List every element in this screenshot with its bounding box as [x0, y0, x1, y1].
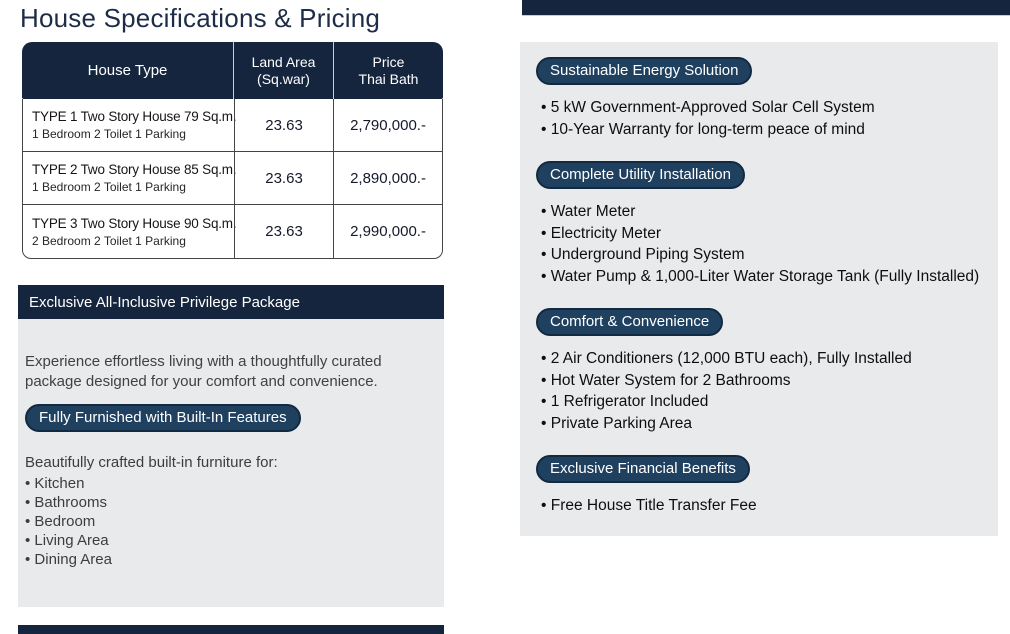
page-title: House Specifications & Pricing: [20, 3, 381, 33]
bottom-accent-bar: [18, 625, 444, 634]
feature-list: [541, 97, 982, 140]
feature-item: • 2 Air Conditioners (12,000 BTU each), Fully Installed: [541, 348, 982, 370]
feature-item: • Electricity Meter: [541, 223, 982, 245]
section-pill-badge: Sustainable Energy Solution: [536, 57, 752, 85]
section-pill-badge: Comfort & Convenience: [536, 308, 723, 336]
privilege-package-intro: Experience effortless living with a thoughtfully curated package designed for your comfort and convenience.: [25, 353, 382, 390]
header-cell-land-area: [233, 42, 333, 99]
privilege-package-panel: [18, 319, 444, 607]
section-sustainable-energy: [536, 57, 982, 140]
house-type-subtitle: 1 Bedroom 2 Toilet 1 Parking: [32, 180, 186, 194]
pricing-table: [22, 42, 443, 259]
section-utility-installation: [536, 161, 982, 287]
cell-house-type: [23, 205, 237, 258]
furniture-list: [25, 474, 112, 569]
feature-item: • Hot Water System for 2 Bathrooms: [541, 370, 982, 392]
section-financial-benefits: [536, 455, 982, 517]
feature-item: • 5 kW Government-Approved Solar Cell System: [541, 97, 982, 119]
pricing-table-header-row: [22, 42, 443, 99]
feature-list: [541, 201, 982, 287]
header-label-line1: Land Area: [251, 53, 316, 70]
house-type-title: TYPE 3 Two Story House 90 Sq.m.: [32, 215, 237, 231]
cell-land-area: 23.63: [234, 205, 333, 258]
feature-item: • 1 Refrigerator Included: [541, 391, 982, 413]
section-comfort-convenience: [536, 308, 982, 434]
furnished-pill-badge: Fully Furnished with Built-In Features: [25, 404, 301, 432]
header-cell-house-type: [22, 42, 233, 99]
list-item: • Bedroom: [25, 512, 112, 531]
header-cell-price: [333, 42, 443, 99]
cell-land-area: 23.63: [234, 99, 333, 151]
list-item: • Living Area: [25, 531, 112, 550]
feature-item: • Underground Piping System: [541, 244, 982, 266]
features-panel: [520, 42, 998, 536]
house-type-subtitle: 2 Bedroom 2 Toilet 1 Parking: [32, 233, 186, 248]
feature-list: [541, 495, 982, 517]
header-label-line1: Price: [372, 53, 405, 70]
section-pill-badge: Exclusive Financial Benefits: [536, 455, 750, 483]
cell-house-type: [23, 152, 237, 204]
feature-item: • Water Meter: [541, 201, 982, 223]
table-row: [23, 152, 442, 205]
list-item: • Dining Area: [25, 550, 112, 569]
pricing-table-body: [22, 99, 443, 259]
feature-list: [541, 348, 982, 434]
feature-item: • Private Parking Area: [541, 413, 982, 435]
section-pill-badge: Complete Utility Installation: [536, 161, 745, 189]
privilege-package-title: Exclusive All-Inclusive Privilege Package: [29, 293, 300, 311]
feature-item: • Free House Title Transfer Fee: [541, 495, 982, 517]
privilege-package-header-bar: [18, 285, 444, 319]
house-type-title: TYPE 1 Two Story House 79 Sq.m.: [32, 109, 237, 124]
cell-land-area: 23.63: [234, 152, 333, 204]
cell-price: 2,790,000.-: [333, 99, 442, 151]
cell-price: 2,890,000.-: [333, 152, 442, 204]
table-row: [23, 99, 442, 152]
house-type-title: TYPE 2 Two Story House 85 Sq.m.: [32, 162, 237, 177]
header-label: House Type: [87, 62, 168, 79]
cell-house-type: [23, 99, 237, 151]
furniture-list-intro: Beautifully crafted built-in furniture for:: [25, 454, 278, 471]
header-label-line2: Thai Bath: [358, 70, 419, 87]
table-row: [23, 205, 442, 258]
list-item: • Kitchen: [25, 474, 112, 493]
feature-item: • 10-Year Warranty for long-term peace of mind: [541, 119, 982, 141]
list-item: • Bathrooms: [25, 493, 112, 512]
top-accent-bar: [522, 0, 1010, 16]
feature-item: • Water Pump & 1,000-Liter Water Storage Tank (Fully Installed): [541, 266, 982, 288]
house-type-subtitle: 1 Bedroom 2 Toilet 1 Parking: [32, 127, 186, 141]
header-label-line2: (Sq.war): [257, 70, 310, 87]
cell-price: 2,990,000.-: [333, 205, 442, 258]
